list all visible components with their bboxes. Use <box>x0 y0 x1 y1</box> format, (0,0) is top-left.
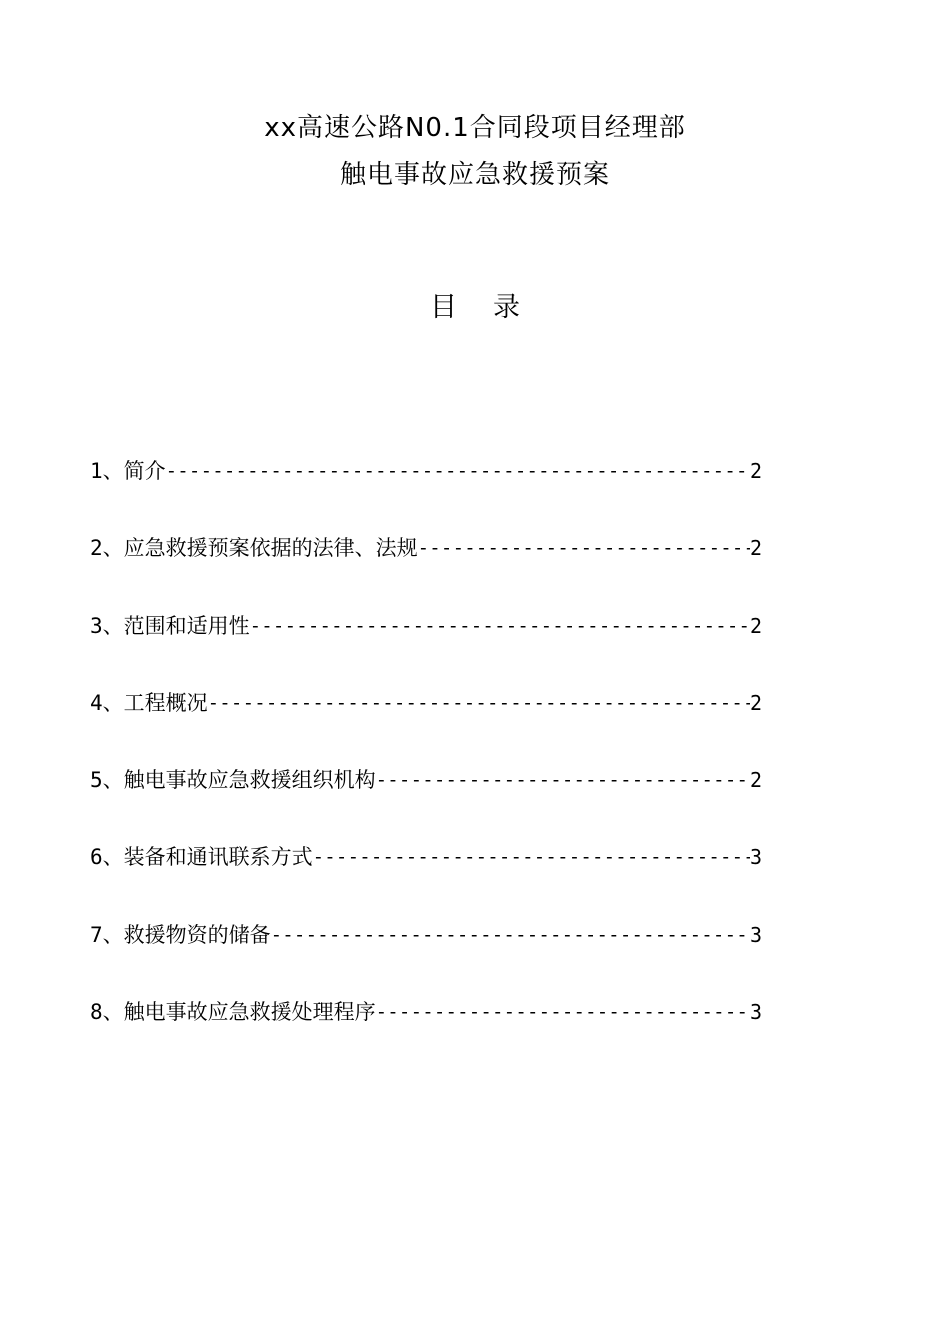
toc-entry[interactable] <box>90 761 762 795</box>
toc-entry-number: 5 <box>90 768 103 793</box>
toc-entry-number: 1 <box>90 459 103 483</box>
document-title-line1: xx高速公路N0.1合同段项目经理部 <box>264 113 686 143</box>
toc-entry-page: 2 <box>749 690 762 715</box>
table-of-contents <box>90 452 762 1070</box>
toc-entry-separator: 、 <box>102 768 124 793</box>
toc-entry-title: 触电事故应急救援处理程序 <box>123 1000 376 1025</box>
toc-entry-number: 7 <box>90 922 103 947</box>
toc-entry-page: 2 <box>749 459 762 483</box>
toc-leader-dashes <box>250 611 750 641</box>
toc-entry-separator: 、 <box>102 536 124 561</box>
toc-entry[interactable] <box>90 684 762 718</box>
toc-entry[interactable] <box>90 529 762 563</box>
toc-entry[interactable] <box>90 838 762 872</box>
toc-entry-title: 简介 <box>123 459 166 483</box>
toc-leader-dashes <box>418 533 750 563</box>
toc-heading: 目录 <box>430 292 556 323</box>
toc-entry-title: 装备和通讯联系方式 <box>123 845 313 870</box>
toc-leader-dashes <box>376 765 750 795</box>
toc-entry-separator: 、 <box>102 1000 124 1025</box>
toc-entry[interactable] <box>90 452 762 486</box>
toc-entry-number: 3 <box>90 613 103 638</box>
toc-entry-page: 3 <box>749 922 762 947</box>
toc-leader-dashes <box>376 997 750 1027</box>
toc-leader-dashes <box>208 688 750 718</box>
toc-entry-title: 工程概况 <box>123 690 208 715</box>
toc-entry-page: 2 <box>749 536 762 561</box>
toc-entry-page: 3 <box>749 845 762 870</box>
document-title-line2: 触电事故应急救援预案 <box>339 160 610 190</box>
toc-entry[interactable] <box>90 993 762 1027</box>
toc-entry-title: 触电事故应急救援组织机构 <box>123 768 376 793</box>
toc-entry-page: 3 <box>749 1000 762 1025</box>
toc-entry-number: 4 <box>90 690 103 715</box>
toc-entry-number: 6 <box>90 845 103 870</box>
toc-entry-page: 2 <box>749 613 762 638</box>
toc-entry-number: 2 <box>90 536 103 561</box>
toc-entry-title: 范围和适用性 <box>123 613 250 638</box>
toc-entry-separator: 、 <box>102 459 124 483</box>
toc-entry[interactable] <box>90 607 762 641</box>
toc-entry-separator: 、 <box>102 845 124 870</box>
toc-leader-dashes <box>166 456 750 486</box>
toc-entry-page: 2 <box>749 768 762 793</box>
toc-entry-title: 应急救援预案依据的法律、法规 <box>123 536 418 561</box>
toc-leader-dashes <box>313 842 750 872</box>
toc-entry-separator: 、 <box>102 613 124 638</box>
toc-entry-separator: 、 <box>102 922 124 947</box>
toc-entry-number: 8 <box>90 1000 103 1025</box>
toc-entry[interactable] <box>90 916 762 950</box>
toc-leader-dashes <box>271 920 750 950</box>
toc-entry-title: 救援物资的储备 <box>123 922 271 947</box>
toc-entry-separator: 、 <box>102 690 124 715</box>
